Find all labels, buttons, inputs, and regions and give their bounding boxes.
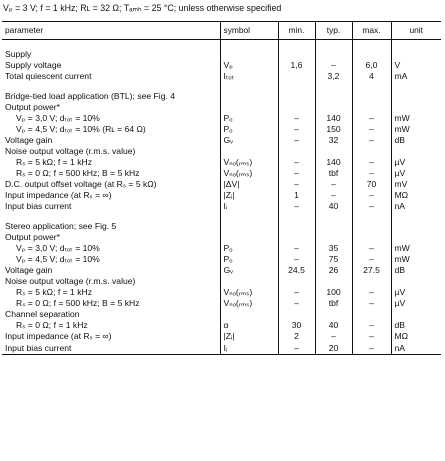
table-row (2, 243, 441, 254)
max-cell: – (352, 320, 391, 331)
table-row (2, 298, 441, 309)
typ-cell (315, 221, 352, 232)
unit-cell: µV (391, 157, 441, 168)
unit-cell (391, 309, 441, 320)
parameter-cell: Input bias current (5, 201, 72, 212)
symbol-cell (220, 221, 278, 232)
symbol-cell: |Zᵢ| (220, 190, 278, 201)
symbol-cell (220, 232, 278, 243)
max-cell: 27.5 (352, 265, 391, 276)
typ-cell: 75 (315, 254, 352, 265)
max-cell: – (352, 168, 391, 179)
unit-cell: mW (391, 243, 441, 254)
section-heading-row (2, 49, 441, 60)
unit-cell: µV (391, 287, 441, 298)
unit-cell: µV (391, 298, 441, 309)
table-row (2, 254, 441, 265)
symbol-cell: Iᵢ (220, 201, 278, 212)
header-parameter: parameter (2, 22, 220, 40)
min-cell (278, 276, 315, 287)
parameter-cell: Input bias current (2, 342, 220, 355)
symbol-cell: Gᵥ (220, 135, 278, 146)
unit-cell: mW (391, 124, 441, 135)
parameter-cell: Rₛ = 0 Ω; f = 500 kHz; B = 5 kHz (16, 298, 140, 309)
unit-cell: dB (391, 320, 441, 331)
spacer-row (2, 40, 441, 50)
symbol-cell (220, 309, 278, 320)
table-row (2, 102, 441, 113)
header-symbol: symbol (220, 22, 278, 40)
spacer-cell (352, 212, 391, 221)
spacer-row (2, 82, 441, 91)
symbol-cell: Pₒ (220, 254, 278, 265)
unit-cell (391, 276, 441, 287)
table-row (2, 179, 441, 190)
symbol-cell (220, 91, 278, 102)
header-typ: typ. (315, 22, 352, 40)
parameter-cell: D.C. output offset voltage (at Rₛ = 5 kΩ) (5, 179, 157, 190)
typ-cell: 140 (315, 113, 352, 124)
max-cell (352, 232, 391, 243)
max-cell (352, 276, 391, 287)
typ-cell: – (315, 179, 352, 190)
unit-cell: mW (391, 254, 441, 265)
spacer-cell (352, 82, 391, 91)
max-cell: – (352, 135, 391, 146)
min-cell: 24.5 (278, 265, 315, 276)
typ-cell: 32 (315, 135, 352, 146)
spacer-cell (315, 212, 352, 221)
parameter-cell: Rₛ = 5 kΩ; f = 1 kHz (16, 157, 93, 168)
symbol-cell: Gᵥ (220, 265, 278, 276)
unit-cell: MΩ (391, 190, 441, 201)
typ-cell (315, 102, 352, 113)
symbol-cell (220, 146, 278, 157)
table-row (2, 342, 441, 355)
max-cell: – (352, 331, 391, 342)
min-cell (278, 71, 315, 82)
typ-cell: – (315, 60, 352, 71)
header-max: max. (352, 22, 391, 40)
spacer-cell (391, 40, 441, 50)
table-row (2, 135, 441, 146)
spacer-cell (220, 212, 278, 221)
parameter-cell: Total quiescent current (5, 71, 92, 82)
symbol-cell (220, 276, 278, 287)
table-body (2, 40, 441, 355)
symbol-cell: Pₒ (220, 124, 278, 135)
min-cell: – (278, 168, 315, 179)
table-row (2, 276, 441, 287)
section-heading: Stereo application; see Fig. 5 (5, 221, 117, 232)
min-cell (278, 91, 315, 102)
parameter-cell: Input impedance (at Rₛ = ∞) (5, 190, 112, 201)
spacer-cell (391, 212, 441, 221)
max-cell: – (352, 124, 391, 135)
unit-cell: V (391, 60, 441, 71)
parameter-cell: Rₛ = 0 Ω; f = 1 kHz (16, 320, 88, 331)
max-cell (352, 309, 391, 320)
spacer-cell (278, 82, 315, 91)
min-cell: – (278, 135, 315, 146)
typ-cell (315, 309, 352, 320)
min-cell: – (278, 287, 315, 298)
min-cell (278, 49, 315, 60)
max-cell: – (352, 342, 391, 355)
section-heading: Supply (5, 49, 32, 60)
parameter-cell: Input impedance (at Rₛ = ∞) (5, 331, 112, 342)
unit-cell: µV (391, 168, 441, 179)
min-cell: – (278, 342, 315, 355)
symbol-cell (220, 49, 278, 60)
typ-cell: 40 (315, 320, 352, 331)
spacer-cell (2, 40, 220, 50)
table-row (2, 331, 441, 342)
spacer-cell (220, 40, 278, 50)
table-row (2, 71, 441, 82)
typ-cell: 100 (315, 287, 352, 298)
typ-cell (315, 276, 352, 287)
table-row (2, 146, 441, 157)
unit-cell (391, 232, 441, 243)
table-row (2, 320, 441, 331)
unit-cell (391, 221, 441, 232)
min-cell: – (278, 254, 315, 265)
min-cell: – (278, 157, 315, 168)
unit-cell: MΩ (391, 331, 441, 342)
typ-cell: – (315, 331, 352, 342)
spacer-cell (2, 212, 220, 221)
max-cell (352, 102, 391, 113)
min-cell: – (278, 298, 315, 309)
table-row (2, 309, 441, 320)
table-header-row (2, 22, 441, 40)
max-cell: – (352, 298, 391, 309)
table-row (2, 124, 441, 135)
min-cell (278, 309, 315, 320)
min-cell: – (278, 243, 315, 254)
parameter-cell: Voltage gain (5, 135, 53, 146)
min-cell: 1,6 (278, 60, 315, 71)
unit-cell (391, 102, 441, 113)
section-heading-row (2, 221, 441, 232)
table-row (2, 232, 441, 243)
unit-cell: mW (391, 113, 441, 124)
typ-cell (315, 49, 352, 60)
max-cell: – (352, 287, 391, 298)
typ-cell (315, 91, 352, 102)
max-cell: – (352, 113, 391, 124)
min-cell: – (278, 124, 315, 135)
typ-cell: – (315, 190, 352, 201)
max-cell: – (352, 190, 391, 201)
spacer-cell (315, 82, 352, 91)
typ-cell: tbf (315, 168, 352, 179)
typ-cell (315, 146, 352, 157)
parameter-cell: Vₚ = 4,5 V; dₜₒₜ = 10% (16, 254, 100, 265)
max-cell: – (352, 254, 391, 265)
symbol-cell: Vₚ (220, 60, 278, 71)
min-cell: – (278, 113, 315, 124)
parameter-cell: Channel separation (5, 309, 80, 320)
symbol-cell: Vₙₒ(ᵣₘₛ) (220, 168, 278, 179)
unit-cell (391, 49, 441, 60)
min-cell (278, 221, 315, 232)
parameter-cell: Rₛ = 5 kΩ; f = 1 kHz (16, 287, 93, 298)
header-unit: unit (391, 22, 441, 40)
max-cell (352, 221, 391, 232)
header-min: min. (278, 22, 315, 40)
typ-cell: 40 (315, 201, 352, 212)
max-cell (352, 49, 391, 60)
typ-cell: 3,2 (315, 71, 352, 82)
parameter-cell: Noise output voltage (r.m.s. value) (5, 276, 136, 287)
section-heading-row (2, 91, 441, 102)
symbol-cell: Pₒ (220, 243, 278, 254)
spacer-cell (391, 82, 441, 91)
table-row (2, 190, 441, 201)
unit-cell: nA (391, 201, 441, 212)
unit-cell (391, 91, 441, 102)
min-cell: 30 (278, 320, 315, 331)
symbol-cell: Iᵢ (220, 342, 278, 355)
symbol-cell (220, 102, 278, 113)
table-row (2, 265, 441, 276)
symbol-cell: Iₜₒₜ (220, 71, 278, 82)
table-row (2, 60, 441, 71)
symbol-cell: |Zᵢ| (220, 331, 278, 342)
unit-cell: dB (391, 265, 441, 276)
unit-cell: dB (391, 135, 441, 146)
max-cell: 70 (352, 179, 391, 190)
parameter-cell: Rₛ = 0 Ω; f = 500 kHz; B = 5 kHz (16, 168, 140, 179)
typ-cell: 140 (315, 157, 352, 168)
parameter-cell: Voltage gain (5, 265, 53, 276)
spacer-cell (278, 212, 315, 221)
table-row (2, 287, 441, 298)
typ-cell: 150 (315, 124, 352, 135)
unit-cell: mV (391, 179, 441, 190)
unit-cell: mA (391, 71, 441, 82)
symbol-cell: α (220, 320, 278, 331)
max-cell: – (352, 243, 391, 254)
symbol-cell: Pₒ (220, 113, 278, 124)
parameter-cell: Noise output voltage (r.m.s. value) (5, 146, 136, 157)
max-cell: 4 (352, 71, 391, 82)
min-cell (278, 102, 315, 113)
max-cell (352, 146, 391, 157)
min-cell: 1 (278, 190, 315, 201)
min-cell: – (278, 179, 315, 190)
characteristics-table (2, 21, 441, 355)
section-heading: Bridge-tied load application (BTL); see Fig. 4 (5, 91, 176, 102)
typ-cell: 35 (315, 243, 352, 254)
symbol-cell: |ΔV| (220, 179, 278, 190)
unit-cell: nA (391, 342, 441, 355)
table-row (2, 113, 441, 124)
table-row (2, 157, 441, 168)
spacer-cell (220, 82, 278, 91)
spacer-row (2, 212, 441, 221)
symbol-cell: Vₙₒ(ᵣₘₛ) (220, 287, 278, 298)
typ-cell: 26 (315, 265, 352, 276)
spacer-cell (2, 82, 220, 91)
min-cell: 2 (278, 331, 315, 342)
min-cell (278, 232, 315, 243)
max-cell: – (352, 201, 391, 212)
max-cell: – (352, 157, 391, 168)
symbol-cell: Vₙₒ(ᵣₘₛ) (220, 157, 278, 168)
parameter-cell: Vₚ = 4,5 V; dₜₒₜ = 10% (Rʟ = 64 Ω) (16, 124, 146, 135)
spacer-cell (315, 40, 352, 50)
table-row (2, 201, 441, 212)
table-row (2, 168, 441, 179)
typ-cell: tbf (315, 298, 352, 309)
min-cell (278, 146, 315, 157)
test-conditions: Vₚ = 3 V; f = 1 kHz; Rʟ = 32 Ω; Tₐₘₕ = 25 °C; unless otherwise specified (3, 3, 282, 13)
parameter-cell: Output power* (5, 102, 60, 113)
parameter-cell: Output power* (5, 232, 60, 243)
parameter-cell: Vₚ = 3,0 V; dₜₒₜ = 10% (16, 113, 100, 124)
max-cell: 6,0 (352, 60, 391, 71)
symbol-cell: Vₙₒ(ᵣₘₛ) (220, 298, 278, 309)
parameter-cell: Vₚ = 3,0 V; dₜₒₜ = 10% (16, 243, 100, 254)
unit-cell (391, 146, 441, 157)
typ-cell (315, 232, 352, 243)
min-cell: – (278, 201, 315, 212)
max-cell (352, 91, 391, 102)
typ-cell: 20 (315, 342, 352, 355)
parameter-cell: Supply voltage (5, 60, 62, 71)
spacer-cell (278, 40, 315, 50)
spacer-cell (352, 40, 391, 50)
